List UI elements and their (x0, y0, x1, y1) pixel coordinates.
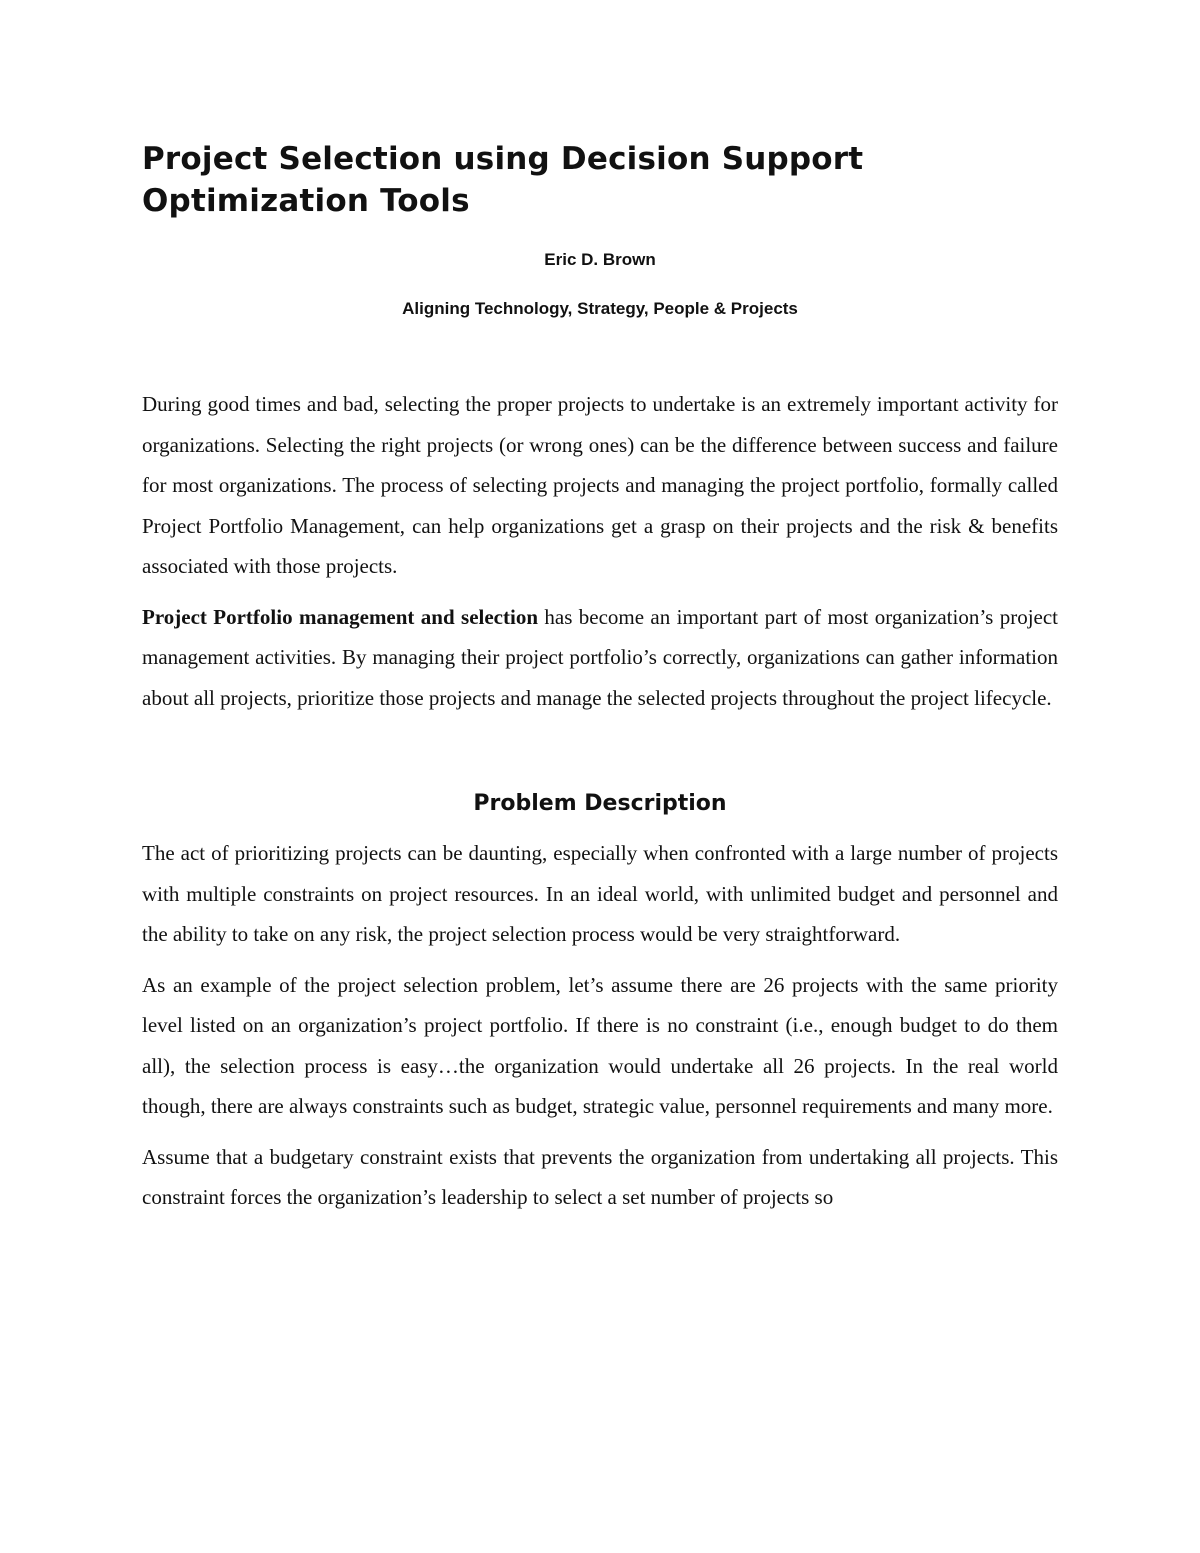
intro-paragraph-2-text: has become an important part of most organization’s project management activities. By managing their project portfolio’s correctly, organizations can gather information about all projects, prioritize those projects and manage the selected projects throughout the project lifecycle. (142, 604, 1059, 710)
author-name: Eric D. Brown (544, 250, 656, 269)
intro-paragraph-2 (142, 597, 1058, 719)
author-tagline: Aligning Technology, Strategy, People & Projects (402, 299, 798, 318)
intro-paragraph-1: During good times and bad, selecting the proper projects to undertake is an extremely important activity for organizations. Selecting the right projects (or wrong ones) can be the difference between success and failure for most organizations. The process of selecting projects and managing the project portfolio, formally called Project Portfolio Management, can help organizations get a grasp on their projects and the risk & benefits associated with those projects. (142, 392, 1058, 578)
intro-paragraph-2-bold-term: Project Portfolio management and selection (142, 604, 539, 629)
problem-paragraph-3: Assume that a budgetary constraint exists that prevents the organization from undertaking all projects. This constraint forces the organization’s leadership to select a set number of projects so (142, 1144, 1058, 1209)
problem-paragraph-1: The act of prioritizing projects can be daunting, especially when confronted with a large number of projects with multiple constraints on project resources. In an ideal world, with unlimited budget and personnel and the ability to take on any risk, the project selection process would be very straightforward. (142, 841, 1058, 946)
problem-paragraph-2: As an example of the project selection problem, let’s assume there are 26 projects with the same priority level listed on an organization’s project portfolio. If there is no constraint (i.e., enough budget to do them all), the selection process is easy…the organization would undertake all 26 projects. In the real world though, there are always constraints such as budget, strategic value, personnel requirements and many more. (142, 972, 1058, 1118)
document-title: Project Selection using Decision Support Optimization Tools (142, 141, 864, 219)
section-heading-problem: Problem Description (473, 791, 727, 816)
document-page (142, 138, 1058, 1218)
